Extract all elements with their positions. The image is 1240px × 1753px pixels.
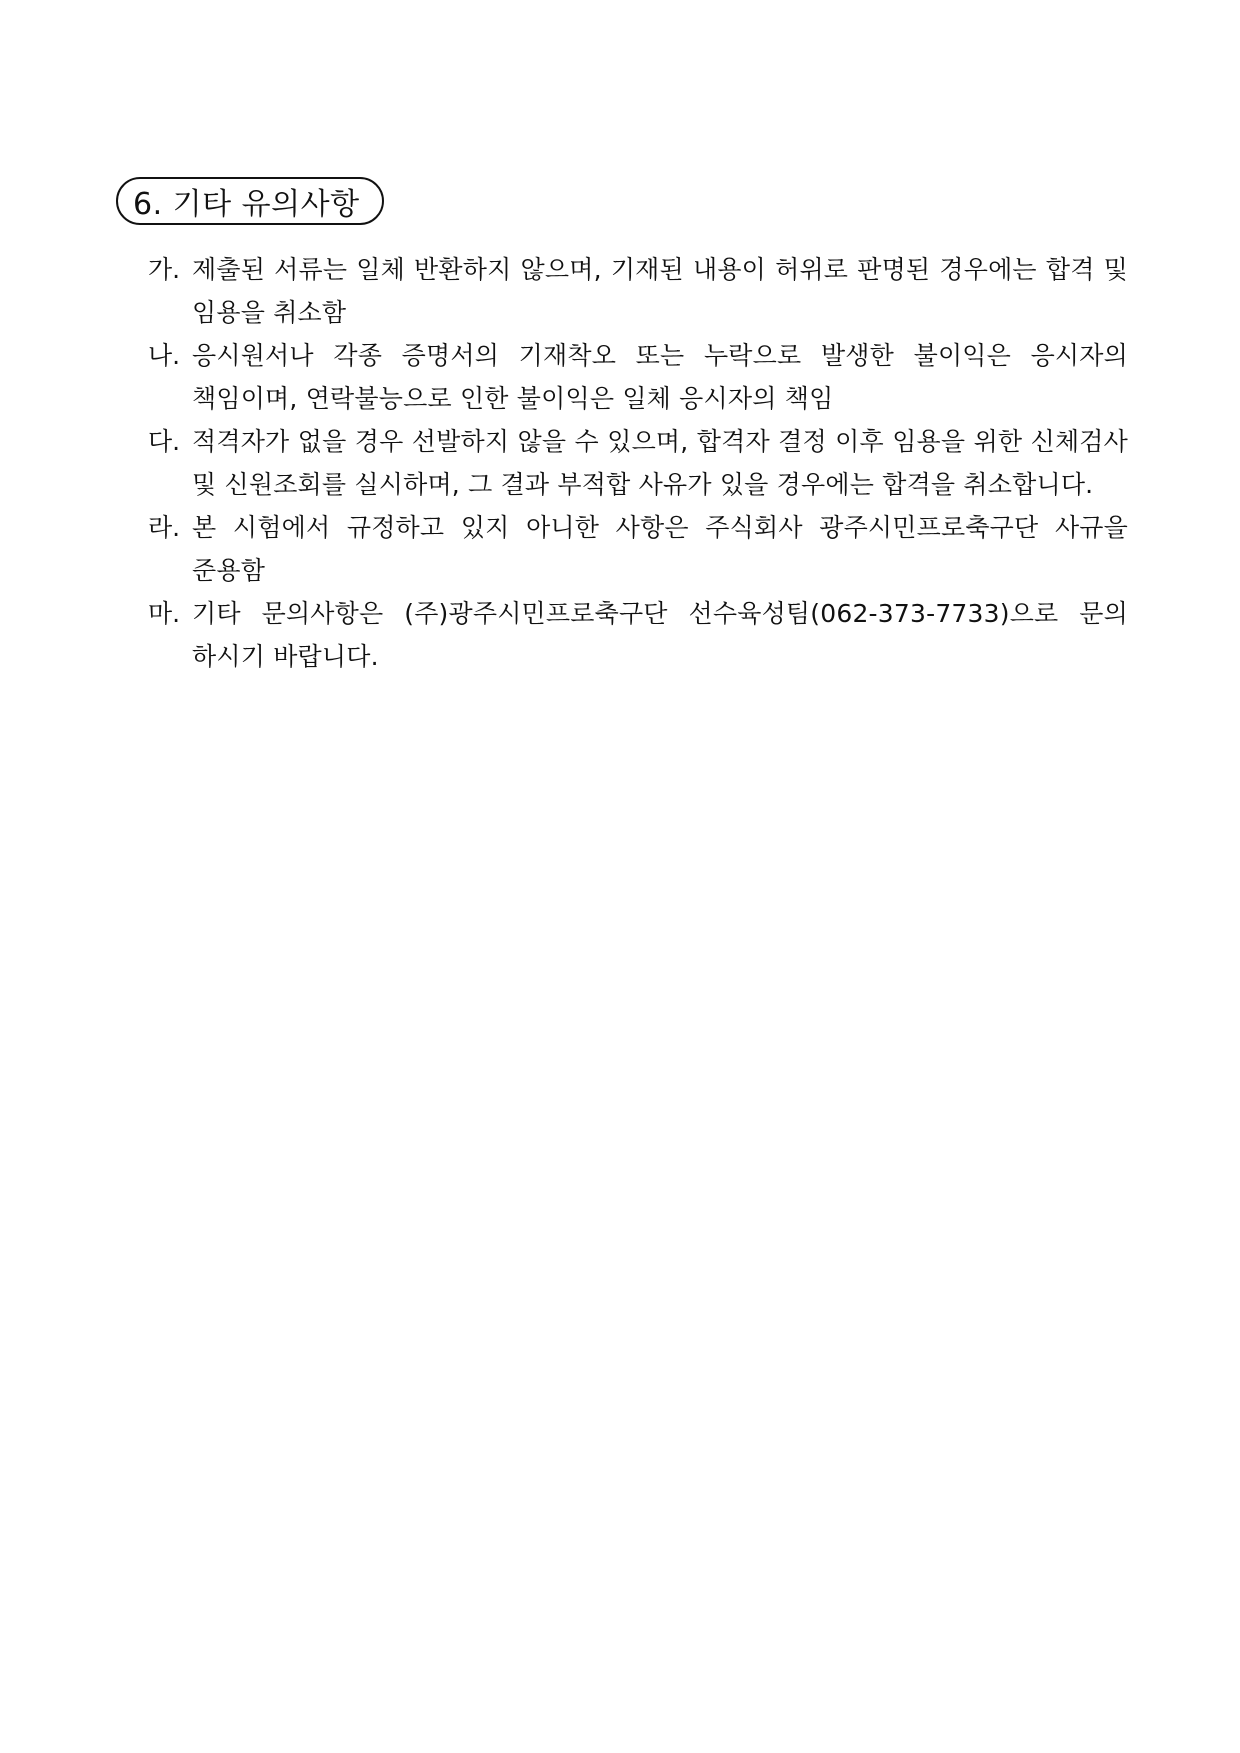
note-text: 응시원서나 각종 증명서의 기재착오 또는 누락으로 발생한 불이익은 응시자의 책임이며, 연락불능으로 인한 불이익은 일체 응시자의 책임 [192, 341, 1128, 413]
note-item-ra [148, 506, 1128, 592]
note-marker: 라. [148, 513, 181, 542]
note-item-da [148, 420, 1128, 506]
note-marker: 다. [148, 427, 181, 456]
note-text: 본 시험에서 규정하고 있지 아니한 사항은 주식회사 광주시민프로축구단 사규을 준용함 [192, 513, 1128, 585]
note-item-ma [148, 592, 1128, 678]
note-item-na [148, 334, 1128, 420]
note-text: 제출된 서류는 일체 반환하지 않으며, 기재된 내용이 허위로 판명된 경우에는 합격 및 임용을 취소함 [192, 255, 1128, 327]
note-item-ga [148, 248, 1128, 334]
notes-list [148, 248, 1128, 678]
note-text: 기타 문의사항은 (주)광주시민프로축구단 선수육성팀(062-373-7733)으로 문의 하시기 바랍니다. [192, 599, 1128, 671]
note-text: 적격자가 없을 경우 선발하지 않을 수 있으며, 합격자 결정 이후 임용을 위한 신체검사 및 신원조회를 실시하며, 그 결과 부적합 사유가 있을 경우에는 합격을 취소합니다. [192, 427, 1128, 499]
note-marker: 마. [148, 599, 181, 628]
note-marker: 가. [148, 255, 181, 284]
section-title: 6. 기타 유의사항 [116, 177, 384, 225]
note-marker: 나. [148, 341, 181, 370]
